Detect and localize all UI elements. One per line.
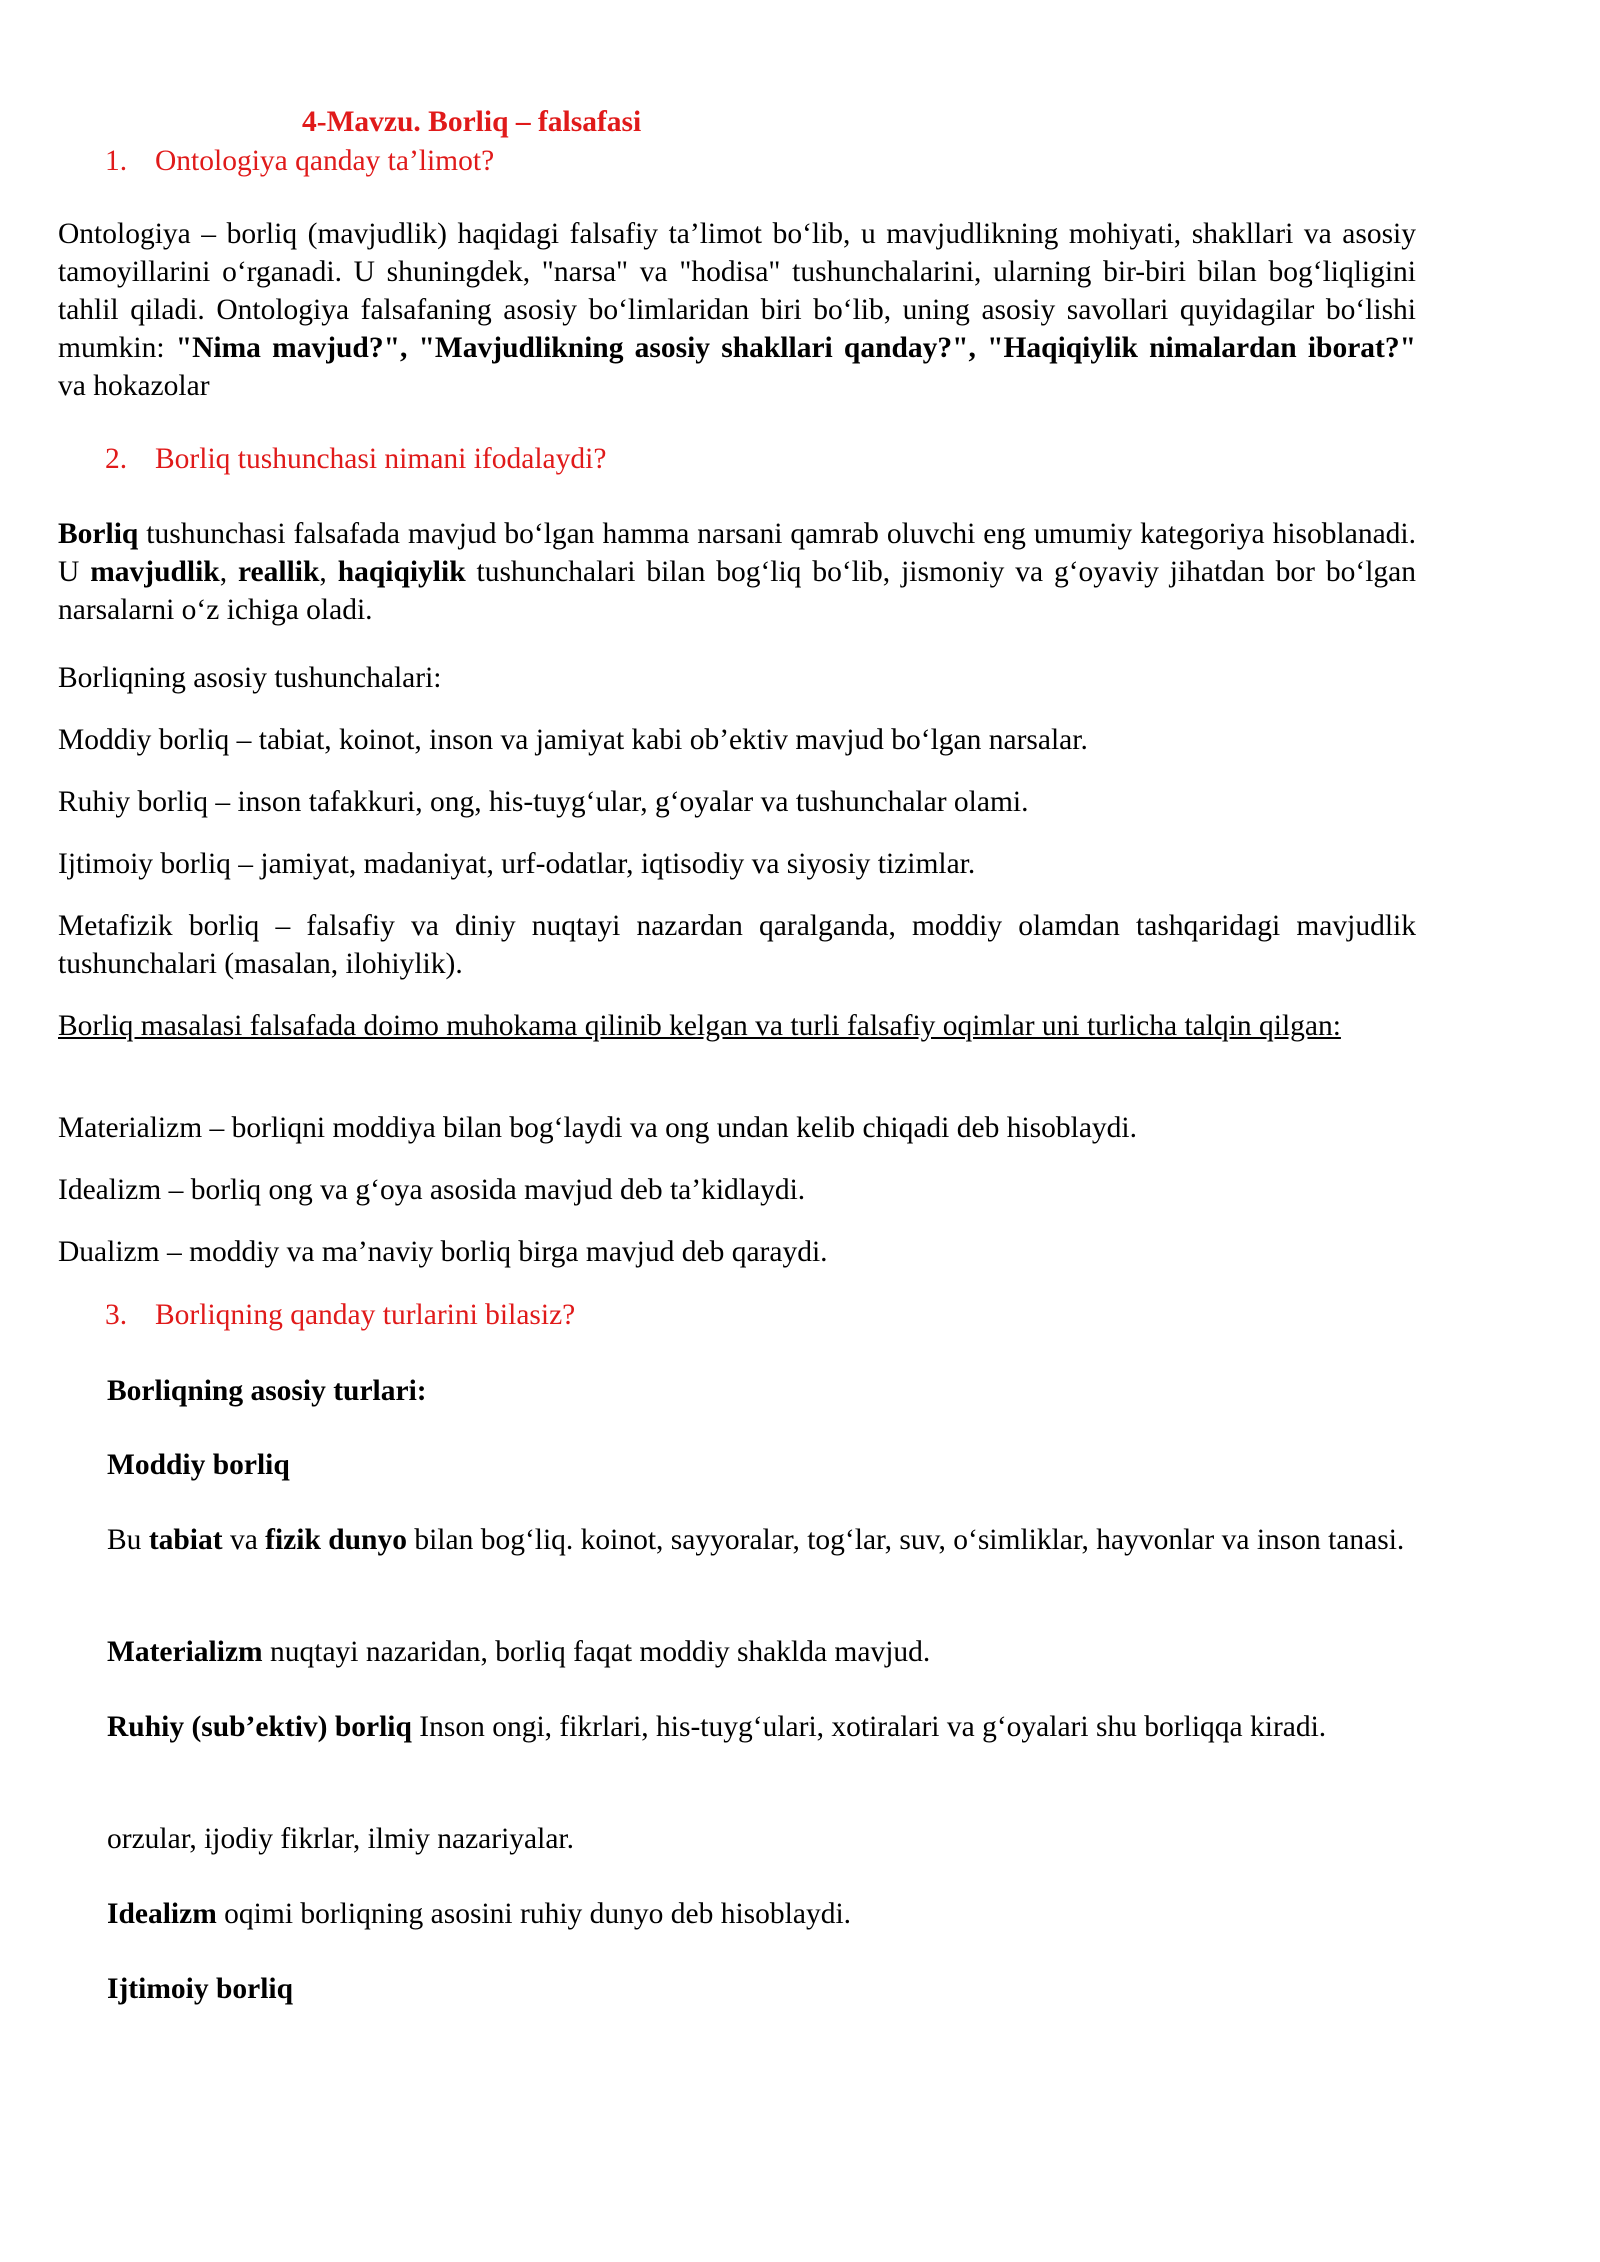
text-span: , — [319, 556, 338, 588]
text-span: va hokazolar — [58, 370, 210, 402]
text-span: Inson ongi, fikrlari, his-tuyg‘ulari, xotiralari va g‘oyalari shu borliqqa kiradi. — [411, 1711, 1327, 1743]
document-title: 4-Mavzu. Borliq – falsafasi — [302, 106, 642, 138]
underlined-statement: Borliq masalasi falsafada doimo muhokama qilinib kelgan va turli falsafiy oqimlar uni turlicha talqin qilgan: — [58, 1010, 1341, 1042]
ijtimoiy-borliq-line: Ijtimoiy borliq – jamiyat, madaniyat, urf-odatlar, iqtisodiy va siyosiy tizimlar. — [58, 848, 976, 880]
metafizik-borliq-line: Metafizik borliq – falsafiy va diniy nuqtayi nazardan qaralganda, moddiy olamdan tashqaridagi mavjudlik tushunchalari (masalan, ilohiylik). — [58, 910, 1416, 980]
dualizm-line: Dualizm – moddiy va ma’naviy borliq birga mavjud deb qaraydi. — [58, 1236, 828, 1268]
bold-term: mavjudlik — [90, 556, 220, 588]
paragraph-ontology — [58, 215, 1416, 405]
text-span: tushunchasi falsafada mavjud bo‘lgan hamma narsani qamrab oluvchi eng umumiy kategoriya hisoblanadi. U — [58, 518, 1416, 588]
bold-heading: Borliqning asosiy turlari: — [107, 1375, 427, 1407]
question-3 — [105, 1296, 575, 1334]
question-number: 2. — [105, 443, 128, 475]
bold-heading: Moddiy borliq — [107, 1449, 290, 1481]
materializm-paragraph — [107, 1633, 1416, 1671]
ijtimoiy-heading — [107, 1970, 1416, 2008]
bold-term: Materializm — [107, 1636, 263, 1668]
bold-questions: "Nima mavjud?", "Mavjudlikning asosiy shakllari qanday?", "Haqiqiylik nimalardan iborat?" — [175, 332, 1416, 364]
bold-term: reallik — [238, 556, 320, 588]
paragraph-borliq — [58, 515, 1416, 629]
text-span: bilan bog‘liq. koinot, sayyoralar, tog‘lar, suv, o‘simliklar, hayvonlar va inson tanasi. — [406, 1524, 1405, 1556]
text-span: tushunchalari bilan bog‘liq bo‘lib, jismoniy va g‘oyaviy jihatdan bor bo‘lgan narsalarni o‘z ichiga oladi. — [58, 556, 1416, 626]
question-text: Borliq tushunchasi nimani ifodalaydi? — [155, 443, 607, 475]
question-number: 3. — [105, 1299, 128, 1331]
question-2 — [105, 440, 606, 478]
materializm-line: Materializm – borliqni moddiya bilan bog‘laydi va ong undan kelib chiqadi deb hisoblaydi. — [58, 1112, 1137, 1144]
bold-term: fizik dunyo — [265, 1524, 407, 1556]
bold-term: Idealizm — [107, 1898, 217, 1930]
text-span: nuqtayi nazaridan, borliq faqat moddiy shaklda mavjud. — [262, 1636, 931, 1668]
question-text: Ontologiya qanday ta’limot? — [155, 145, 495, 177]
text-span: Bu — [107, 1524, 149, 1556]
question-text: Borliqning qanday turlarini bilasiz? — [155, 1299, 576, 1331]
bold-heading: Ijtimoiy borliq — [107, 1973, 294, 2005]
orzular-paragraph: orzular, ijodiy fikrlar, ilmiy nazariyalar. — [107, 1823, 575, 1855]
bold-term: tabiat — [148, 1524, 223, 1556]
bold-term: haqiqiylik — [337, 556, 466, 588]
ruhiy-borliq-line: Ruhiy borliq – inson tafakkuri, ong, his-tuyg‘ular, g‘oyalar va tushunchalar olami. — [58, 786, 1029, 818]
moddiy-paragraph — [107, 1521, 1416, 1559]
moddiy-borliq-line: Moddiy borliq – tabiat, koinot, inson va jamiyat kabi ob’ektiv mavjud bo‘lgan narsalar. — [58, 724, 1088, 756]
text-span: oqimi borliqning asosini ruhiy dunyo deb hisoblaydi. — [216, 1898, 852, 1930]
bold-term: Borliq — [58, 518, 139, 550]
text-span: Ontologiya – borliq (mavjudlik) haqidagi falsafiy ta’limot bo‘lib, u mavjudlikning mohiyati, shakllari va asosiy tamoyillarini o‘rganadi. U shuningdek, "narsa" va "hodisa" tushunchalarini, ularning bir-biri bilan bog‘liqligini tahlil qiladi. Ontologiya falsafaning asosiy bo‘limlaridan biri bo‘lib, uning asosiy savollari quyidagilar bo‘lishi mumkin: — [58, 218, 1416, 364]
bold-term: Ruhiy (sub’ektiv) borliq — [107, 1711, 412, 1743]
moddiy-heading — [107, 1446, 1416, 1484]
question-1 — [105, 142, 494, 180]
idealizm-paragraph — [107, 1895, 1416, 1933]
types-heading — [107, 1372, 1416, 1410]
ruhiy-paragraph — [107, 1708, 1416, 1746]
text-span: va — [222, 1524, 266, 1556]
concepts-heading: Borliqning asosiy tushunchalari: — [58, 662, 442, 694]
question-number: 1. — [105, 145, 128, 177]
idealizm-line: Idealizm – borliq ong va g‘oya asosida mavjud deb ta’kidlaydi. — [58, 1174, 806, 1206]
text-span: , — [219, 556, 238, 588]
